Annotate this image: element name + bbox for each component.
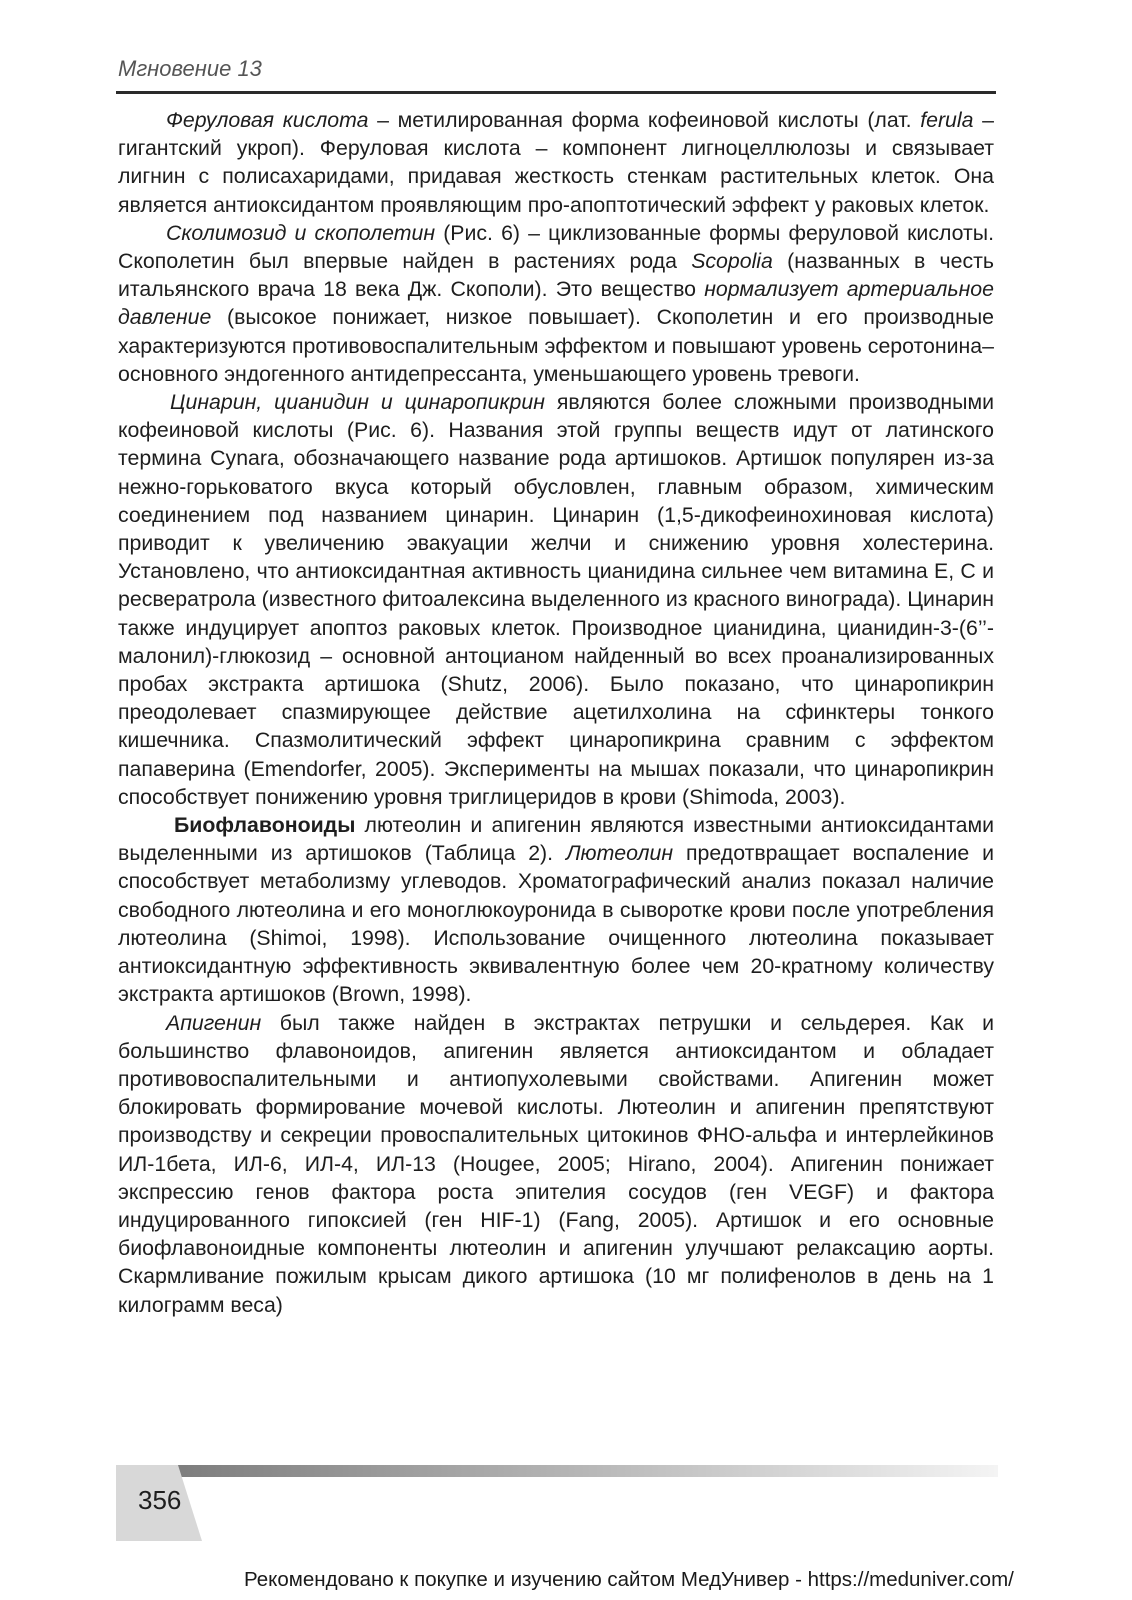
text-run: – гигантский укроп). Феруловая кислота – компонент лигноцеллюлозы и связывает лигнин с полисахаридами, придавая жесткость стенкам растительных клеток. Она является антиоксидантом проявляющим про-апоптотический эффект у раковых клеток. (118, 108, 994, 217)
text-run: – метилированная форма кофеиновой кислоты (лат. (368, 108, 921, 132)
paragraph (118, 1009, 994, 1319)
paragraph (118, 388, 994, 811)
paragraph (118, 811, 994, 1008)
paragraph (118, 106, 994, 219)
italic-term: Феруловая кислота (166, 108, 369, 132)
text-run: был также найден в экстрактах петрушки и сельдерея. Как и большинство флавоноидов, апигенин является антиоксидантом и обладает противовоспалительными и антиопухолевыми свойствами. Апигенин может блокировать формирование мочевой кислоты. Лютеолин и апигенин препятствуют производству и секреции провоспалительных цитокинов ФНО-альфа и интерлейкинов ИЛ-1бета, ИЛ-6, ИЛ-4, ИЛ-13 (Hougee, 2005; Hirano, 2004). Апигенин понижает экспрессию генов фактора роста эпителия сосудов (ген VEGF) и фактора индуцированного гипоксией (ген HIF-1) (Fang, 2005). Артишок и его основные биофлавоноидные компоненты лютеолин и апигенин улучшают релаксацию аорты. Скармливание пожилым крысам дикого артишока (10 мг полифенолов в день на 1 килограмм веса) (118, 1010, 994, 1317)
recommendation-link[interactable]: Рекомендовано к покупке и изучению сайтом МедУнивер - https://meduniver.com/ (244, 1568, 1014, 1591)
text-run: (высокое понижает, низкое повышает). Скополетин и его производные характеризуются противовоспалительным эффектом и повышают уровень серотонина– основного эндогенного антидепрессанта, уменьшающего уровень тревоги. (118, 305, 994, 386)
text-run: предотвращает воспаление и способствует метаболизму углеводов. Хроматографический анализ показал наличие свободного лютеолина и его моноглюкоуронида в сыворотке крови после употребления лютеолина (Shimoi, 1998). Использование очищенного лютеолина показывает антиоксидантную эффективность эквивалентную более чем 20-кратному количеству экстракта артишоков (Brown, 1998). (118, 841, 994, 1007)
italic-term: Апигенин (166, 1010, 262, 1035)
text-run: лютеолин и апигенин являются известными антиоксидантами выделенными из артишоков (Таблица 2). (118, 813, 994, 866)
italic-term: Цинарин, цианидин и цинаропикрин (170, 390, 545, 415)
text-run: являются более сложными производными кофеиновой кислоты (Рис. 6). Названия этой группы веществ идут от латинского термина Cynara, обозначающего название рода артишоков. Артишок популярен из-за нежно-горьковатого вкуса который обусловлен, главным образом, химическим соединением под названием цинарин. Цинарин (1,5-дикофеинохиновая кислота) приводит к увеличению эвакуации желчи и снижению уровня холестерина. Установлено, что антиоксидантная активность цианидина сильнее чем витамина Е, С и ресвератрола (известного фитоалексина выделенного из красного винограда). Цинарин также индуцирует апоптоз раковых клеток. Производное цианидина, цианидин-3-(6’’-малонил)-глюкозид – основной антоцианом найденный во всех проанализированных пробах экстракта артишока (Shutz, 2006). Было показано, что цинаропикрин преодолевает спазмирующее действие ацетилхолина на сфинктеры тонкого кишечника. Спазмолитический эффект цинаропикрина сравним с эффектом папаверина (Emendorfer, 2005). Эксперименты на мышах показали, что цинаропикрин способствует понижению уровня триглицеридов в крови (Shimoda, 2003). (118, 390, 994, 809)
page-number: 356 (138, 1485, 182, 1515)
body-text (118, 106, 994, 1319)
paragraph (118, 219, 994, 388)
italic-term: Scopolia (691, 249, 773, 274)
italic-term: Лютеолин (565, 841, 674, 866)
running-head-title: Мгновение 13 (118, 56, 262, 81)
italic-term: Сколимозид и скополетин (166, 220, 436, 245)
text-run: (Рис. 6) – циклизованные формы феруловой кислоты. Скополетин был впервые найден в растениях рода (118, 220, 994, 274)
footer-gradient-bar (116, 1465, 998, 1541)
bold-term: Биофлавоноиды (174, 813, 356, 838)
header-rule (116, 91, 996, 94)
italic-term: нормализует артериальное давление (118, 277, 994, 330)
text-run: (названных в честь итальянского врача 18 века Дж. Скополи). Это вещество (118, 249, 994, 302)
italic-term: ferula (920, 108, 974, 132)
footer-stripe (176, 1465, 998, 1477)
footer-bar (116, 1465, 998, 1541)
